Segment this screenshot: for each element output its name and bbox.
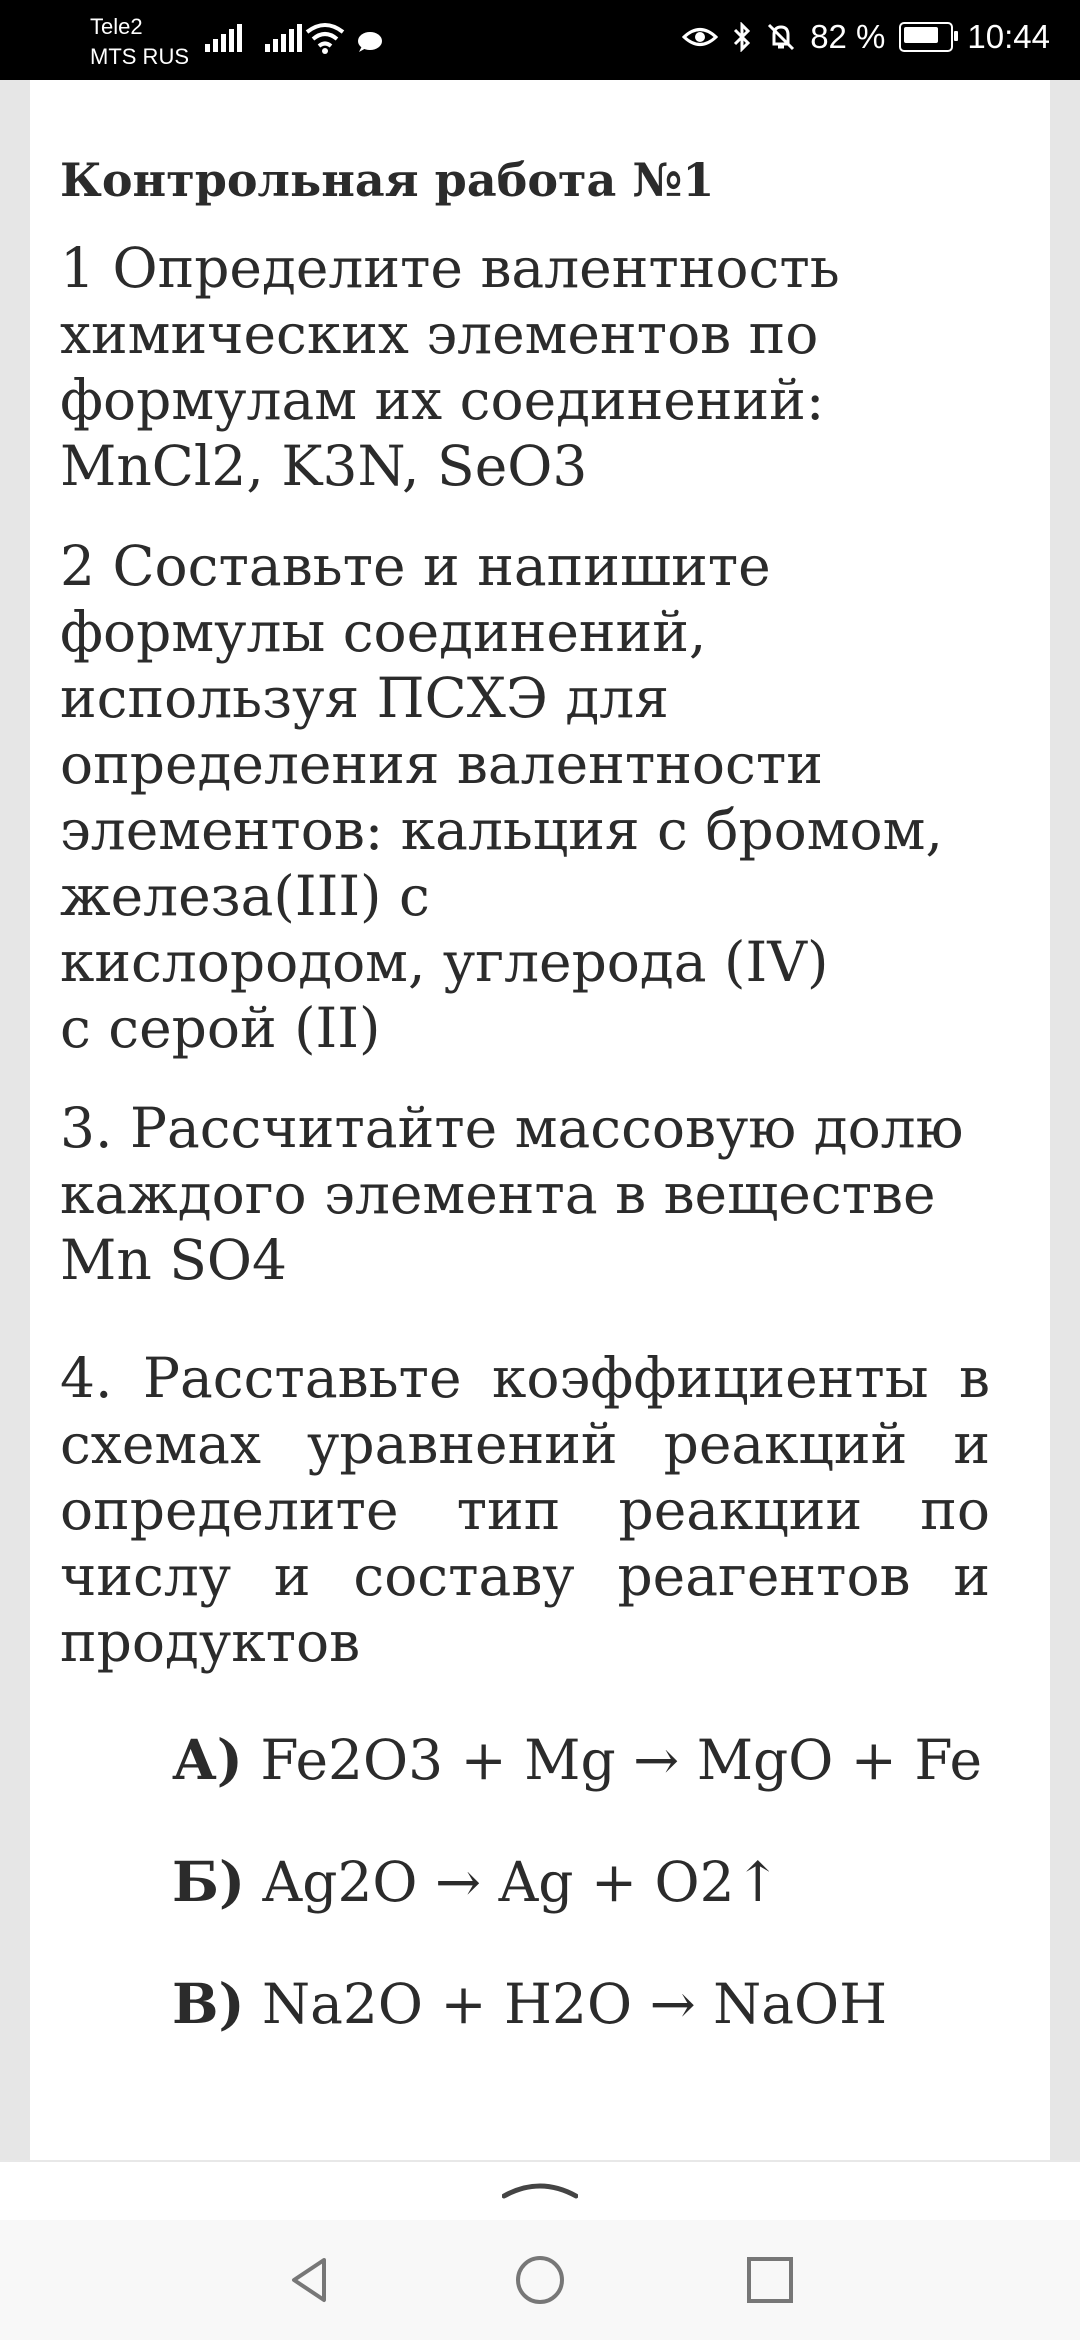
equation-v [172,1971,990,2037]
status-bar [0,0,1080,80]
carrier-1: Tele2 [90,14,143,39]
task-2-line: кислородом, углерода (IV) [60,930,829,994]
battery-icon [899,22,953,52]
task-2-line: железа(III) с [60,864,430,928]
task-2 [60,533,990,1061]
task-2-line: используя ПСХЭ для [60,666,669,730]
status-right [682,18,1050,56]
chat-bubble-icon [355,30,383,54]
task-2-line: элементов: кальция с бромом, [60,798,943,862]
system-nav-bar [0,2220,1080,2340]
task-2-line: с серой (II) [60,996,381,1060]
task-4: 4. Расставьте коэффициенты в схемах уравнений реакций и определите тип реакции по числу и составу реагентов и продуктов [60,1346,990,1674]
equation-formula: Fe2O3 + Mg → MgO + Fe [260,1728,983,1792]
left-margin [0,80,30,2160]
recents-icon[interactable] [742,2252,798,2308]
task-2-line: определения валентности [60,732,823,796]
bluetooth-icon [732,22,752,52]
equation-a [172,1727,990,1793]
carrier-info [90,12,189,72]
equation-label: В) [172,1971,245,2036]
equation-formula: Ag2O → Ag + O2↑ [262,1850,781,1914]
bell-off-icon [766,22,796,52]
battery-percent: 82 % [810,18,886,55]
signal-icon [265,22,302,52]
task-1: 1 Определите валентность химических элементов по формулам их соединений: MnCl2, K3N, SeO3 [60,236,840,498]
back-icon[interactable] [282,2252,338,2308]
equation-label: Б) [172,1849,246,1914]
bottom-toolbar [0,2160,1080,2222]
doc-title: Контрольная работа №1 [60,153,715,207]
eye-icon [682,24,718,50]
chevron-up-icon[interactable] [502,2180,578,2200]
carrier-2: MTS RUS [90,44,189,69]
equation-b [172,1849,990,1915]
home-icon[interactable] [512,2252,568,2308]
clock: 10:44 [967,18,1050,55]
task-2-line: формулы соединений, [60,600,707,664]
task-3: 3. Рассчитайте массовую долю каждого элемента в веществе Mn SO4 [60,1096,964,1292]
right-margin [1050,80,1080,2160]
task-2-line: 2 Составьте и напишите [60,534,771,598]
wifi-icon [305,22,345,54]
equation-label: А) [172,1727,243,1792]
signal-icon [205,22,242,52]
document-content [60,150,990,2093]
equation-formula: Na2O + H2O → NaOH [262,1972,888,2036]
